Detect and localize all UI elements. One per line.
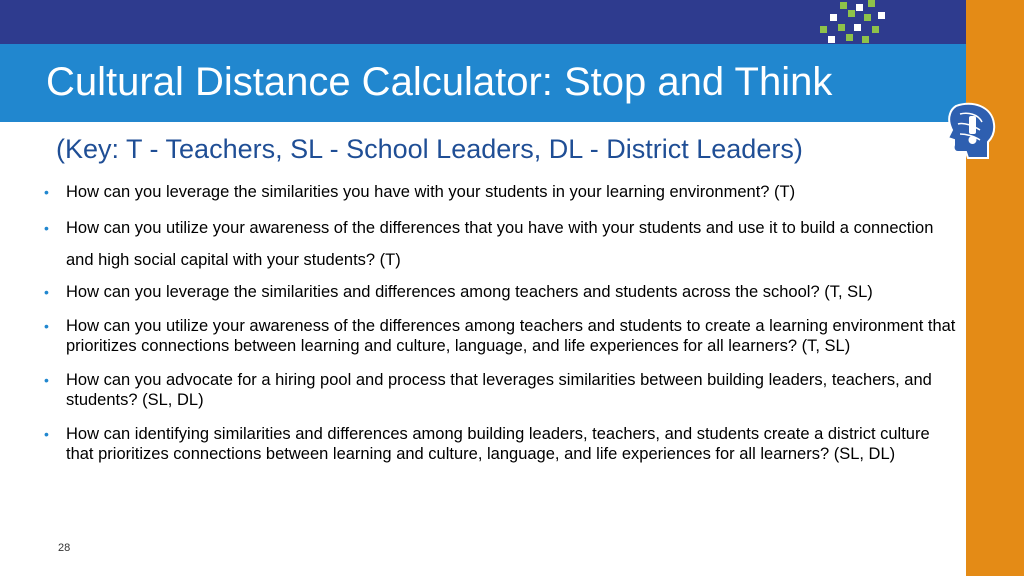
- question-item: [44, 212, 956, 276]
- question-text: How can you leverage the similarities you have with your students in your learning environment? (T): [66, 183, 796, 201]
- question-list: [44, 182, 956, 464]
- question-item: [44, 316, 956, 356]
- bullet-icon: •: [44, 184, 49, 200]
- page-number: 28: [58, 542, 71, 554]
- question-item: [44, 370, 956, 410]
- pixel-squares-decoration: [806, 0, 896, 46]
- question-text: How can you advocate for a hiring pool and process that leverages similarities between building leaders, teachers, and students? (SL, DL): [66, 371, 932, 409]
- bullet-icon: •: [44, 426, 49, 442]
- question-text: How can identifying similarities and differences among building leaders, teachers, and students create a district culture that prioritizes connections between learning and culture, language, and life experiences for all learners? (SL, DL): [66, 425, 930, 463]
- question-text: How can you utilize your awareness of the differences that you have with your students and use it to build a connection and high social capital with your students? (T): [66, 219, 934, 269]
- bullet-icon: •: [44, 220, 49, 236]
- question-text: How can you leverage the similarities and differences among teachers and students across the school? (T, SL): [66, 283, 873, 301]
- bullet-icon: •: [44, 318, 49, 334]
- question-text: How can you utilize your awareness of the differences among teachers and students to create a learning environment that prioritizes connections between learning and culture, language, and life experiences for all learners? (T, SL): [66, 317, 956, 355]
- right-orange-stripe: [966, 0, 1024, 576]
- bullet-icon: •: [44, 284, 49, 300]
- bullet-icon: •: [44, 372, 49, 388]
- question-item: [44, 424, 956, 464]
- head-exclamation-icon: [934, 100, 1000, 166]
- slide-title: Cultural Distance Calculator: Stop and Think: [46, 60, 833, 104]
- subtitle-key: (Key: T - Teachers, SL - School Leaders, DL - District Leaders): [56, 134, 803, 164]
- question-item: [44, 282, 956, 302]
- question-item: [44, 182, 956, 202]
